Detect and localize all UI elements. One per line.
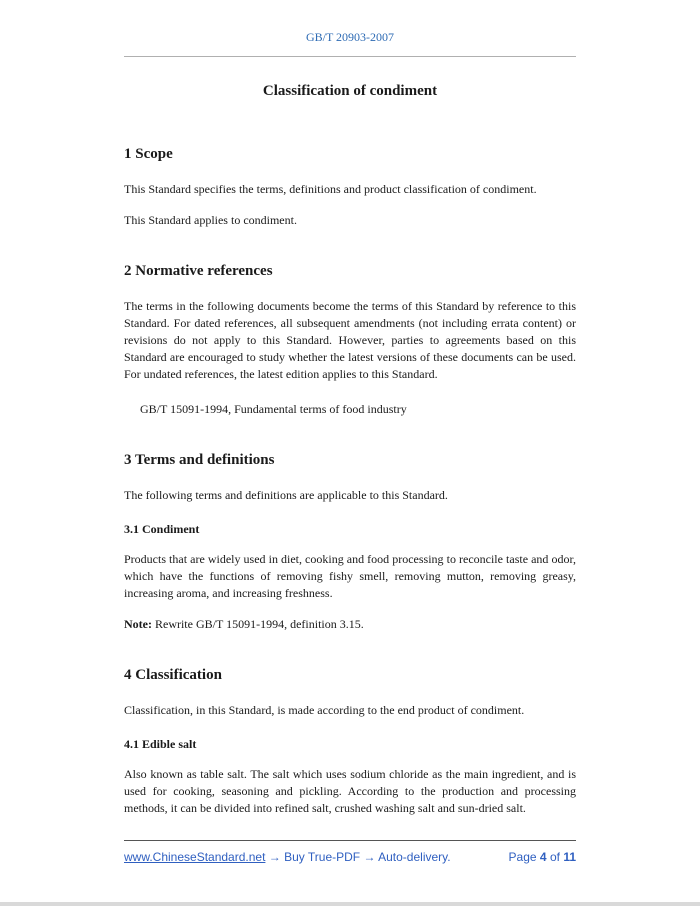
page-bottom-edge — [0, 902, 700, 906]
section-heading-scope: 1 Scope — [124, 146, 173, 162]
document-title: Classification of condiment — [262, 83, 438, 99]
page-header — [124, 0, 576, 57]
footer-branding — [124, 850, 451, 864]
document-number: GB/T 20903-2007 — [305, 30, 395, 44]
footer-row — [124, 850, 576, 864]
note-label: Note: — [124, 617, 152, 631]
subheading-condiment: 3.1 Condiment — [124, 522, 200, 536]
footer-tagline: → Buy True-PDF → Auto-delivery. — [268, 850, 451, 864]
section-heading-normative-references: 2 Normative references — [124, 263, 273, 279]
page-current: 4 — [539, 850, 547, 864]
condiment-definition-paragraph: Products that are widely used in diet, cooking and food processing to reconcile taste and odor, which have the functions of removing fishy smell, removing mutton, removing greasy, increasing aroma, and increasing freshness. — [124, 552, 576, 600]
subheading-edible-salt: 4.1 Edible salt — [124, 737, 197, 751]
section-heading-terms-definitions: 3 Terms and definitions — [124, 452, 275, 468]
classification-intro-paragraph: Classification, in this Standard, is made according to the end product of condiment. — [124, 703, 525, 717]
page-of-label: of — [549, 850, 560, 864]
header-divider — [124, 56, 576, 57]
website-link[interactable]: www.ChineseStandard.net — [124, 850, 266, 864]
terms-intro-paragraph: The following terms and definitions are applicable to this Standard. — [124, 488, 448, 502]
normative-reference-item: GB/T 15091-1994, Fundamental terms of food industry — [140, 402, 407, 416]
scope-paragraph-2: This Standard applies to condiment. — [124, 213, 297, 227]
page-footer — [124, 840, 576, 864]
page-total: 11 — [563, 850, 576, 864]
edible-salt-paragraph: Also known as table salt. The salt which uses sodium chloride as the main ingredient, and is used for cooking, seasoning and pickling. According to the production and processing methods, it can be divided into refined salt, crushed washing salt and sun-dried salt. — [124, 767, 576, 815]
page-label: Page — [508, 850, 537, 864]
content-column — [124, 0, 576, 817]
normative-paragraph: The terms in the following documents become the terms of this Standard by reference to this Standard. For dated references, all subsequent amendments (not including errata content) or revisions do not apply to this Standard. However, parties to agreements based on this Standard are encouraged to study whether the latest versions of these documents can be used. For undated references, the latest edition applies to this Standard. — [124, 299, 576, 381]
document-body — [124, 146, 576, 817]
footer-divider — [124, 840, 576, 841]
section-heading-classification: 4 Classification — [124, 667, 222, 683]
page-indicator — [509, 850, 576, 864]
note-text: Rewrite GB/T 15091-1994, definition 3.15. — [154, 617, 364, 631]
condiment-note — [124, 616, 576, 633]
scope-paragraph-1: This Standard specifies the terms, definitions and product classification of condiment. — [124, 182, 537, 196]
